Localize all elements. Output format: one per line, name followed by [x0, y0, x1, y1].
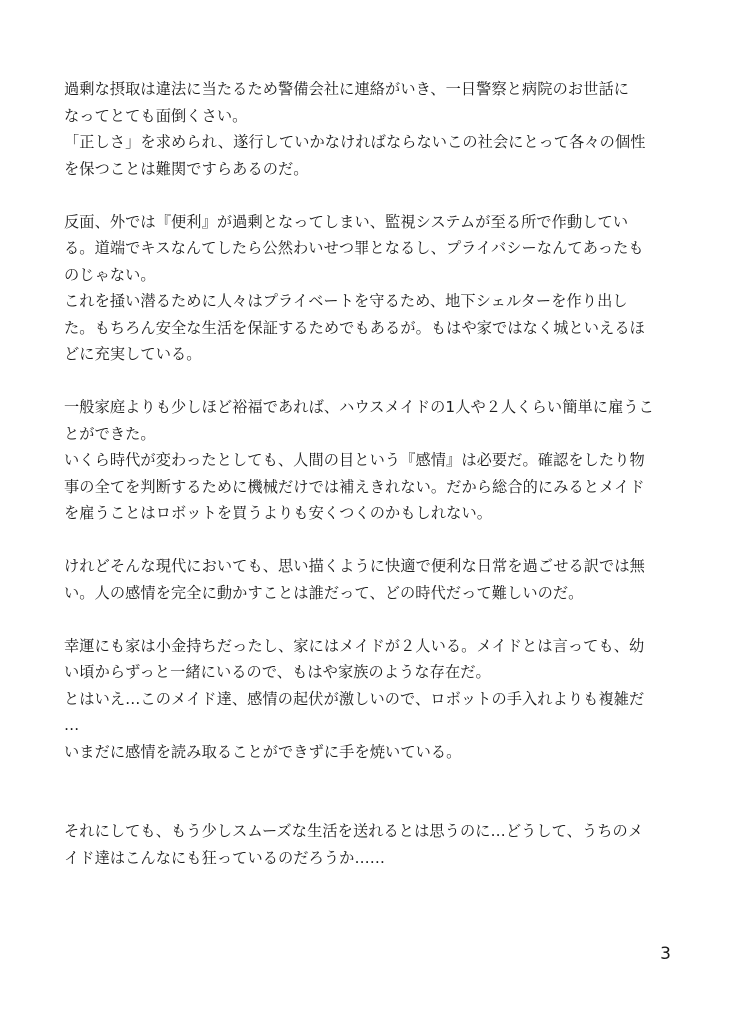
text-line: これを掻い潜るために人々はプライベートを守るため、地下シェルターを作り出し: [64, 292, 628, 310]
text-line: とはいえ…このメイド達、感情の起伏が激しいので、ロボットの手入れよりも複雑だ: [64, 689, 645, 708]
text-line: い。人の感情を完全に動かすことは誰だって、どの時代だって難しいのだ。: [64, 583, 584, 602]
text-line: いまだに感情を読み取ることができずに手を焼いている。: [64, 742, 462, 761]
text-line: い頃からずっと一緒にいるので、もはや家族のような存在だ。: [64, 663, 491, 681]
text-line: とができた。: [64, 424, 156, 443]
paragraph-6: [64, 818, 674, 871]
paragraph-gap: [64, 606, 674, 633]
text-line: 事の全てを判断するために機械だけでは補えきれない。だから総合的にみるとメイド: [64, 477, 645, 496]
text-line: を保つことは難関ですらあるのだ。: [64, 159, 309, 178]
text-line: けれどそんな現代においても、思い描くように快適で便利な日常を過ごせる訳では無: [64, 557, 645, 575]
text-line: イド達はこんなにも狂っているのだろうか……: [64, 848, 386, 867]
text-line: それにしても、もう少しスムーズな生活を送れるとは思うのに…どうして、うちのメ: [64, 822, 644, 840]
text-line: なってとても面倒くさい。: [64, 106, 248, 125]
paragraph-gap: [64, 527, 674, 554]
text-line: 一般家庭よりも少しほど裕福であれば、ハウスメイドの1人や２人くらい簡単に雇うこ: [64, 398, 654, 416]
paragraph-5: [64, 633, 674, 766]
text-line: た。もちろん安全な生活を保証するためでもあるが。もはや家ではなく城といえるほ: [64, 318, 645, 337]
text-line: を雇うことはロボットを買うよりも安くつくのかもしれない。: [64, 504, 493, 522]
paragraph-2: [64, 209, 674, 368]
text-line: いくら時代が変わったとしても、人間の目という『感情』は必要だ。確認をしたり物: [64, 451, 645, 469]
text-line: のじゃない。: [64, 265, 156, 284]
paragraph-4: [64, 553, 674, 606]
paragraph-3: [64, 394, 674, 527]
paragraph-1: [64, 76, 674, 182]
page-body: [64, 76, 674, 871]
text-line: 幸運にも家は小金持ちだったし、家にはメイドが２人いる。メイドとは言っても、幼: [64, 636, 645, 655]
paragraph-gap: [64, 182, 674, 209]
text-line: どに充実している。: [64, 345, 202, 363]
text-line: 「正しさ」を求められ、遂行していかなければならないこの社会にとって各々の個性: [64, 133, 646, 151]
text-line: 過剰な摂取は違法に当たるため警備会社に連絡がいき、一日警察と病院のお世話に: [64, 80, 630, 98]
text-line: る。道端でキスなんてしたら公然わいせつ罪となるし、プライバシーなんてあったも: [64, 239, 644, 257]
text-line: 反面、外では『便利』が過剰となってしまい、監視システムが至る所で作動してい: [64, 212, 629, 231]
paragraph-gap: [64, 368, 674, 395]
paragraph-gap: [64, 765, 674, 818]
text-line: …: [64, 716, 80, 734]
page-number: 3: [660, 944, 671, 964]
